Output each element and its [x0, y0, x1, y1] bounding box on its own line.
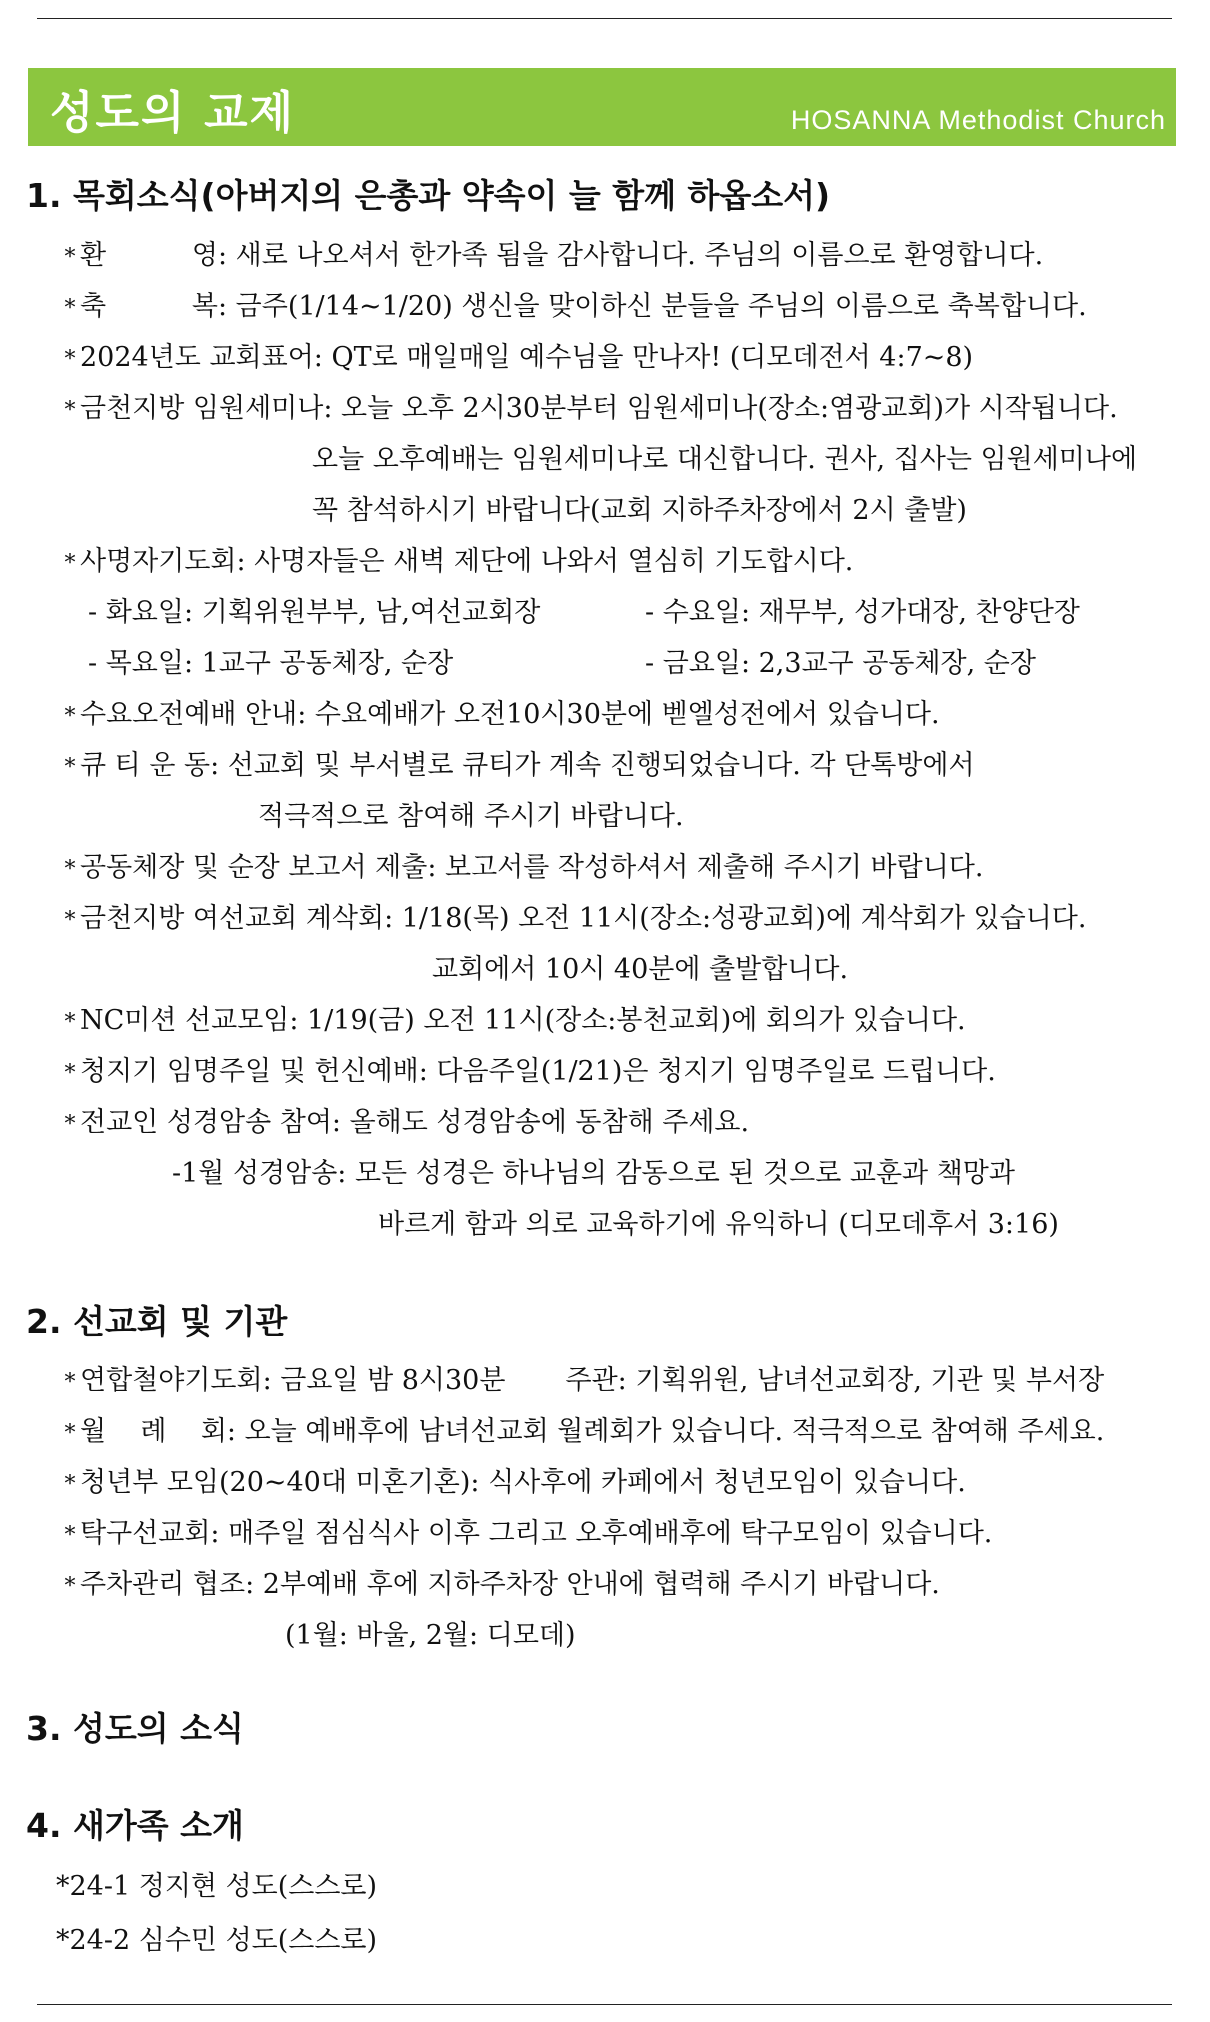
bullet: *	[64, 347, 76, 372]
prayer-schedule-wed: - 수요일: 재무부, 성가대장, 찬양단장	[645, 597, 1080, 628]
mission-item-parking: * 주차관리 협조: 2부예배 후에 지하주차장 안내에 협력해 주시기 바랍니다.	[60, 1571, 940, 1598]
news-item-prayer: * 사명자기도회: 사명자들은 새벽 제단에 나와서 열심히 기도합시다.	[60, 548, 853, 575]
news-item-memorize: * 전교인 성경암송 참여: 올해도 성경암송에 동참해 주세요.	[60, 1109, 749, 1136]
news-item-report: * 공동체장 및 순장 보고서 제출: 보고서를 작성하셔서 제출해 주시기 바랍니다.	[60, 854, 983, 881]
prayer-schedule-thu: - 목요일: 1교구 공동체장, 순장	[88, 648, 454, 679]
news-item-seminar-cont: 꼭 참석하시기 바랍니다(교회 지하주차장에서 2시 출발)	[312, 495, 967, 526]
header-banner	[28, 68, 1176, 146]
news-item-steward: * 청지기 임명주일 및 헌신예배: 다음주일(1/21)은 청지기 임명주일로 드립니다.	[60, 1058, 996, 1085]
bullet: *	[64, 551, 76, 576]
bullet: *	[64, 245, 76, 270]
bullet: *	[64, 1574, 76, 1599]
mission-item-table-tennis: * 탁구선교회: 매주일 점심식사 이후 그리고 오후예배후에 탁구모임이 있습니다.	[60, 1520, 992, 1547]
church-name: HOSANNA Methodist Church	[790, 105, 1166, 135]
mission-item-parking-cont: (1월: 바울, 2월: 디모데)	[285, 1620, 576, 1651]
memory-verse: -1월 성경암송: 모든 성경은 하나님의 감동으로 된 것으로 교훈과 책망과	[172, 1158, 1015, 1189]
bottom-rule	[37, 2004, 1172, 2005]
bullet: *	[64, 857, 76, 882]
memory-verse-cont: 바르게 함과 의로 교육하기에 유익하니 (디모데후서 3:16)	[378, 1209, 1059, 1240]
bullet: *	[64, 1472, 76, 1497]
bullet: *	[64, 908, 76, 933]
bullet: *	[64, 1112, 76, 1137]
news-item-birthday: * 축 복: 금주(1/14~1/20) 생신을 맞이하신 분들을 주님의 이름으로 축복합니다.	[60, 293, 1087, 320]
news-item-seminar: * 금천지방 임원세미나: 오늘 오후 2시30분부터 임원세미나(장소:염광교회)가 시작됩니다.	[60, 395, 1118, 422]
news-item-wed-service: * 수요오전예배 안내: 수요예배가 오전10시30분에 벧엘성전에서 있습니다.	[60, 701, 940, 728]
bullet: *	[64, 1061, 76, 1086]
bullet: *	[64, 1010, 76, 1035]
news-item-women-mission: * 금천지방 여선교회 계삭회: 1/18(목) 오전 11시(장소:성광교회)에 계삭회가 있습니다.	[60, 905, 1086, 932]
bullet: *	[64, 704, 76, 729]
news-item-motto: * 2024년도 교회표어: QT로 매일매일 예수님을 만나자! (디모데전서 4:7~8)	[60, 344, 973, 371]
newcomer-item: *24-2 심수민 성도(스스로)	[56, 1925, 378, 1956]
news-item-qt: * 큐 티 운 동: 선교회 및 부서별로 큐티가 계속 진행되었습니다. 각 단톡방에서	[60, 752, 975, 779]
bullet: *	[64, 1370, 76, 1395]
section-heading-newcomers: 4. 새가족 소개	[26, 1806, 244, 1845]
news-item-seminar-cont: 오늘 오후예배는 임원세미나로 대신합니다. 권사, 집사는 임원세미나에	[312, 444, 1138, 475]
mission-item-youth: * 청년부 모임(20~40대 미혼기혼): 식사후에 카페에서 청년모임이 있습니다.	[60, 1469, 966, 1496]
bullet: *	[64, 296, 76, 321]
prayer-schedule-fri: - 금요일: 2,3교구 공동체장, 순장	[645, 648, 1036, 679]
prayer-schedule-tue: - 화요일: 기획위원부부, 남,여선교회장	[88, 597, 541, 628]
top-rule	[37, 18, 1172, 19]
section-heading-member-news: 3. 성도의 소식	[26, 1709, 244, 1748]
newcomer-item: *24-1 정지현 성도(스스로)	[56, 1871, 378, 1902]
section-heading-missions: 2. 선교회 및 기관	[26, 1302, 288, 1341]
mission-item-monthly-meeting: * 월 례 회: 오늘 예배후에 남녀선교회 월례회가 있습니다. 적극적으로 참여해 주세요.	[60, 1418, 1104, 1445]
news-item-qt-cont: 적극적으로 참여해 주시기 바랍니다.	[258, 801, 684, 832]
news-item-welcome: * 환 영: 새로 나오셔서 한가족 됨을 감사합니다. 주님의 이름으로 환영합니다.	[60, 242, 1043, 269]
bullet: *	[64, 755, 76, 780]
mission-item-overnight-prayer: * 연합철야기도회: 금요일 밤 8시30분 주관: 기획위원, 남녀선교회장, 기관 및 부서장	[60, 1367, 1104, 1394]
bullet: *	[64, 1421, 76, 1446]
page-title: 성도의 교제	[50, 86, 296, 139]
section-heading-news: 1. 목회소식(아버지의 은총과 약속이 늘 함께 하옵소서)	[26, 176, 831, 215]
news-item-women-mission-cont: 교회에서 10시 40분에 출발합니다.	[432, 954, 849, 985]
bullet: *	[64, 398, 76, 423]
bullet: *	[64, 1523, 76, 1548]
news-item-nc-mission: * NC미션 선교모임: 1/19(금) 오전 11시(장소:봉천교회)에 회의가 있습니다.	[60, 1007, 966, 1034]
